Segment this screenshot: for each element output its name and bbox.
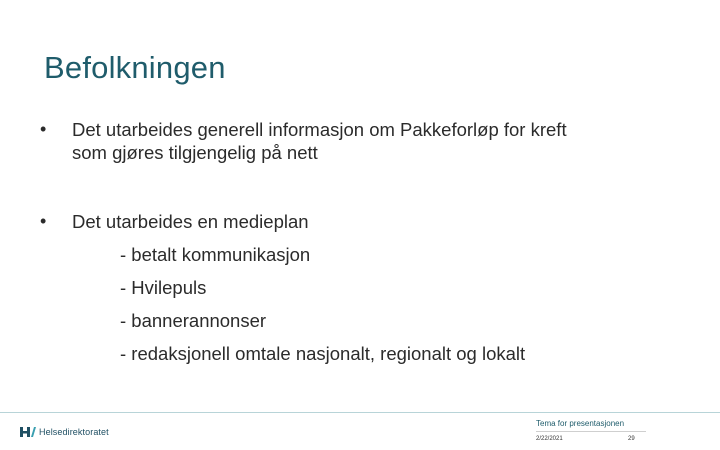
bullet-text-line: Det utarbeides generell informasjon om Pakkeforløp for kreft bbox=[72, 119, 567, 140]
bullet-dot: • bbox=[40, 211, 47, 231]
footer-divider bbox=[0, 412, 720, 413]
bullet-dot: • bbox=[40, 119, 47, 139]
sub-list bbox=[72, 243, 690, 375]
bullet-list bbox=[30, 118, 690, 375]
footer-info bbox=[536, 419, 635, 442]
footer-date: 2/22/2021 bbox=[536, 436, 563, 442]
bullet-text-line: Det utarbeides en medieplan bbox=[72, 211, 309, 232]
logo-text: Helsedirektoratet bbox=[39, 427, 109, 437]
bullet-item-1 bbox=[30, 118, 690, 164]
sub-item: - bannerannonser bbox=[120, 310, 267, 331]
slide-title: Befolkningen bbox=[44, 50, 226, 85]
footer-theme: Tema for presentasjonen bbox=[536, 419, 625, 428]
sub-item: - redaksjonell omtale nasjonalt, regionalt og lokalt bbox=[120, 343, 526, 364]
bullet-item-2 bbox=[30, 210, 690, 375]
helsedirektoratet-logo-icon bbox=[20, 424, 36, 440]
sub-item: - Hvilepuls bbox=[120, 277, 207, 298]
bullet-text-line: som gjøres tilgjengelig på nett bbox=[72, 142, 318, 163]
page-number: 29 bbox=[628, 436, 635, 442]
sub-item: - betalt kommunikasjon bbox=[120, 244, 311, 265]
footer-separator bbox=[536, 431, 646, 432]
footer-logo bbox=[20, 424, 109, 440]
